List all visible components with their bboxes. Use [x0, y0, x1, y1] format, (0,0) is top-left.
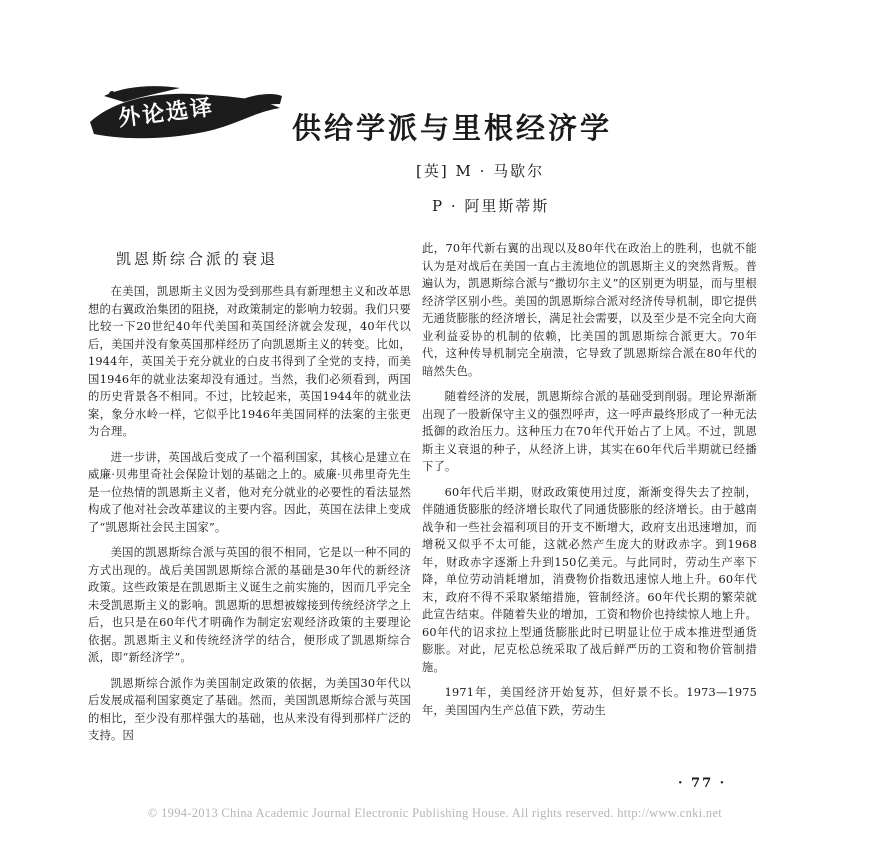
section-heading: 凯恩斯综合派的衰退: [116, 250, 279, 268]
paragraph: 1971年，美国经济开始复苏，但好景不长。1973—1975年，美国国内生产总值下跌，劳动生: [422, 686, 757, 717]
paragraph-continued: 此，70年代新右翼的出现以及80年代在政治上的胜利，也就不能认为是对战后在美国一直占主流地位的凯恩斯主义的突然背叛。普遍认为，凯恩斯综合派与“撒切尔主义”的区别更为明显，而与里根经济学区别小些。美国的凯恩斯综合派对经济传导机制，即它提供无通货膨胀的经济增长，满足社会需要，以及至少是不完全向大商业利益妥协的机制的依赖，比美国的凯恩斯综合派更大。70年代，这种传导机制完全崩溃，它导致了凯恩斯综合派在80年代的暗然失色。: [422, 242, 757, 378]
left-column: [88, 240, 411, 745]
author-line-1: [英] M · 马歇尔: [416, 162, 545, 180]
paragraph: 美国的凯恩斯综合派与英国的很不相同，它是以一种不同的方式出现的。战后美国凯恩斯综合派的基础是30年代的新经济政策。这些政策是在凯恩斯主义诞生之前实施的，因而几乎完全未受凯恩斯主义的影响。凯恩斯的思想被嫁接到传统经济学之上后，也只是在60年代才明确作为制定宏观经济政策的主要理论依据。凯恩斯主义和传统经济学的结合，便形成了凯恩斯综合派，即“新经济学”。: [88, 546, 411, 664]
paragraph: 60年代后半期，财政政策使用过度，渐渐变得失去了控制，伴随通货膨胀的经济增长取代了同通货膨胀的经济增长。由于越南战争和一些社会福利项目的开支不断增大，政府支出迅速增加，而增税又似乎不太可能，这就必然产生庞大的财政赤字。到1968年，财政赤字逐渐上升到150亿美元。与此同时，劳动生产率下降，单位劳动消耗增加，消费物价指数迅速惊人地上升。60年代末，政府不得不采取紧缩措施，管制经济。60年代长期的繁荣就此宣告结束。伴随着失业的增加，工资和物价也持续惊人地上升。60年代的诏求拉上型通货膨胀此时已明显让位于成本推进型通货膨胀。对此，尼克松总统采取了战后鲜严历的工资和物价管制措施。: [422, 485, 757, 674]
page-number: · 77 ·: [678, 776, 727, 791]
article-title: 供给学派与里根经济学: [292, 111, 613, 145]
right-column: [422, 240, 757, 719]
column-badge: [84, 82, 284, 146]
author-line-2: P · 阿里斯蒂斯: [432, 197, 550, 215]
paragraph: 在美国，凯恩斯主义因为受到那些具有新理想主义和改革思想的右翼政治集团的阻挠，对政策制定的影响力较弱。我们只要比较一下20世纪40年代美国和英国经济就会发现，40年代以后，美国并没有象英国那样经历了向凯恩斯主义的转变。比如，1944年，英国关于充分就业的白皮书得到了全党的支持，而美国1946年的就业法案却没有通过。当然，我们必须看到，两国的历史背景各不相同。不过，比较起来，英国1944年的就业法案，象分水岭一样，它似乎比1946年美国同样的法案的主张更为合理。: [88, 285, 411, 438]
paragraph: 进一步讲，英国战后变成了一个福利国家，其核心是建立在威廉·贝弗里奇社会保险计划的基础之上的。威廉·贝弗里奇先生是一位热情的凯恩斯主义者，他对充分就业的必要性的看法显然构成了他对社会改革建议的主要内容。因此，英国在法律上变成了“凯恩斯社会民主国家”。: [88, 450, 411, 534]
copyright-watermark: © 1994-2013 China Academic Journal Electronic Publishing House. All rights reserved. http://www.cnki.net: [147, 806, 723, 820]
paragraph: 凯恩斯综合派作为美国制定政策的依据，为美国30年代以后发展成福利国家奠定了基础。然而，美国凯恩斯综合派与英国的相比，至少没有那样强大的基础，也从来没有得到那样广泛的支持。因: [88, 676, 411, 742]
column-badge-label: 外论选译: [117, 95, 216, 132]
paragraph: 随着经济的发展，凯恩斯综合派的基础受到削弱。理论界渐渐出现了一股新保守主义的强烈呼声，这一呼声最终形成了一种无法抵御的政治压力。这种压力在70年代开始占了上风。不过，凯恩斯主义衰退的种子，从经济上讲，其实在60年代后半期就已经播下了。: [422, 390, 757, 473]
